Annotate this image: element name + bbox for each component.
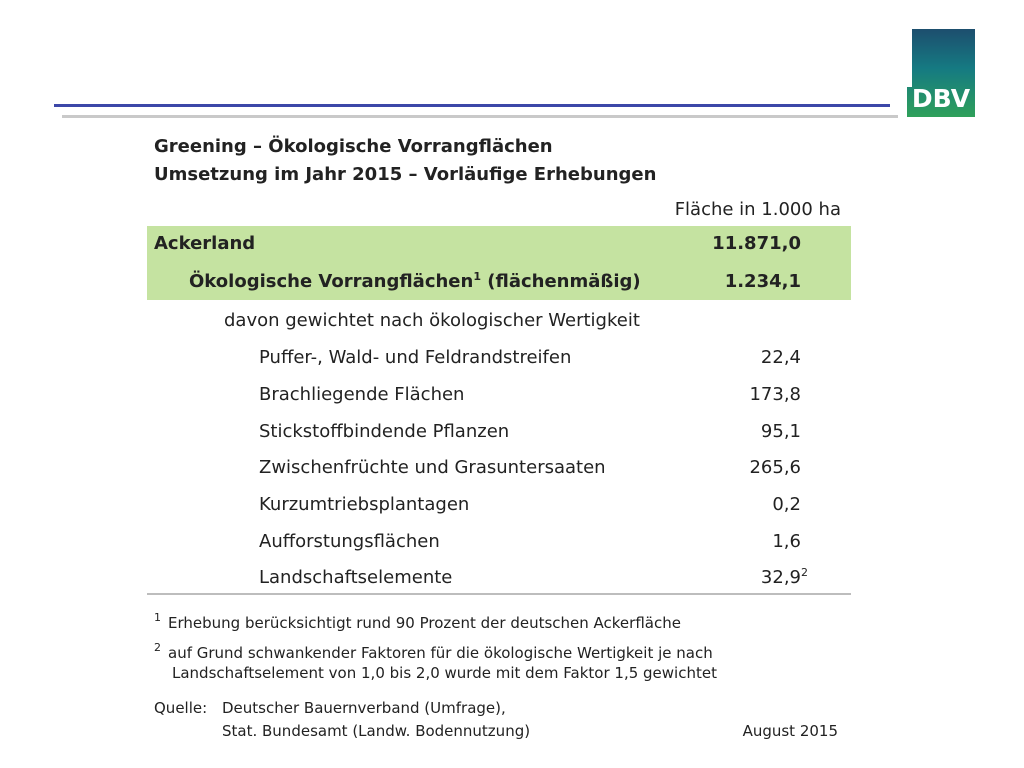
row-value: 32,9$^2$ (760, 566, 808, 588)
footnote-ref: 2 (801, 566, 808, 579)
header-rule-gray (62, 115, 898, 118)
dbv-logo (907, 29, 975, 117)
source-date: August 2015 (742, 722, 838, 740)
row-label: Puffer-, Wald- und Feldrandstreifen (259, 347, 572, 368)
table-row (147, 487, 851, 523)
title-line-1: Greening – Ökologische Vorrangflächen (154, 136, 553, 157)
table-title (154, 133, 656, 189)
table-row-davon (147, 303, 851, 339)
row-label: Aufforstungsflächen (259, 531, 440, 552)
table-row (147, 414, 851, 450)
row-value: 0,2 (772, 494, 801, 515)
header-rule-blue (54, 104, 890, 107)
logo-mark-icon (907, 29, 912, 87)
row-value: 11.871,0 (712, 233, 801, 254)
row-label: Landschaftselemente (259, 567, 453, 588)
row-value: 1.234,1 (724, 271, 801, 292)
row-label: davon gewichtet nach ökologischer Wertigkeit (224, 310, 640, 331)
row-label: Ackerland (154, 233, 256, 254)
source-line-1: Deutscher Bauernverband (Umfrage), (222, 699, 506, 717)
table-row (147, 377, 851, 413)
footnote-ref: 1 (473, 270, 481, 283)
footnote-1: 1 Erhebung berücksichtigt rund 90 Prozent der deutschen Ackerfläche (154, 611, 681, 632)
row-label: Ökologische Vorrangflächen$^1$ (flächenmäßig) (189, 270, 641, 292)
row-value: 265,6 (749, 457, 801, 478)
row-value: 1,6 (772, 531, 801, 552)
table-row (147, 450, 851, 486)
title-line-2: Umsetzung im Jahr 2015 – Vorläufige Erhebungen (154, 164, 657, 185)
footnote-text-line-1: auf Grund schwankender Faktoren für die ökologische Wertigkeit je nach (168, 644, 713, 662)
footnote-text: Erhebung berücksichtigt rund 90 Prozent der deutschen Ackerfläche (168, 614, 681, 632)
table-row (147, 524, 851, 560)
source-block (154, 697, 530, 743)
table-row (147, 340, 851, 376)
table-row-ackerland (147, 226, 851, 262)
table-bottom-rule (147, 593, 851, 595)
row-label: Brachliegende Flächen (259, 384, 465, 405)
unit-label: Fläche in 1.000 ha (674, 199, 841, 220)
footnote-2: 2 auf Grund schwankender Faktoren für die ökologische Wertigkeit je nach Landschaftselement von 1,0 bis 2,0 wurde mit dem Faktor 1,5 gewichtet (154, 641, 717, 682)
row-label: Zwischenfrüchte und Grasuntersaaten (259, 457, 606, 478)
table-row-vorrangflaechen (147, 264, 851, 300)
footnote-text-line-2: Landschaftselement von 1,0 bis 2,0 wurde mit dem Faktor 1,5 gewichtet (172, 664, 717, 682)
row-label: Kurzumtriebsplantagen (259, 494, 470, 515)
row-value: 173,8 (749, 384, 801, 405)
row-label: Stickstoffbindende Pflanzen (259, 421, 510, 442)
source-line-2: Stat. Bundesamt (Landw. Bodennutzung) (222, 722, 531, 740)
source-label: Quelle: (154, 699, 208, 717)
row-value: 95,1 (760, 421, 801, 442)
row-value: 22,4 (760, 347, 801, 368)
table-row (147, 560, 851, 596)
logo-text: DBV (911, 84, 971, 113)
